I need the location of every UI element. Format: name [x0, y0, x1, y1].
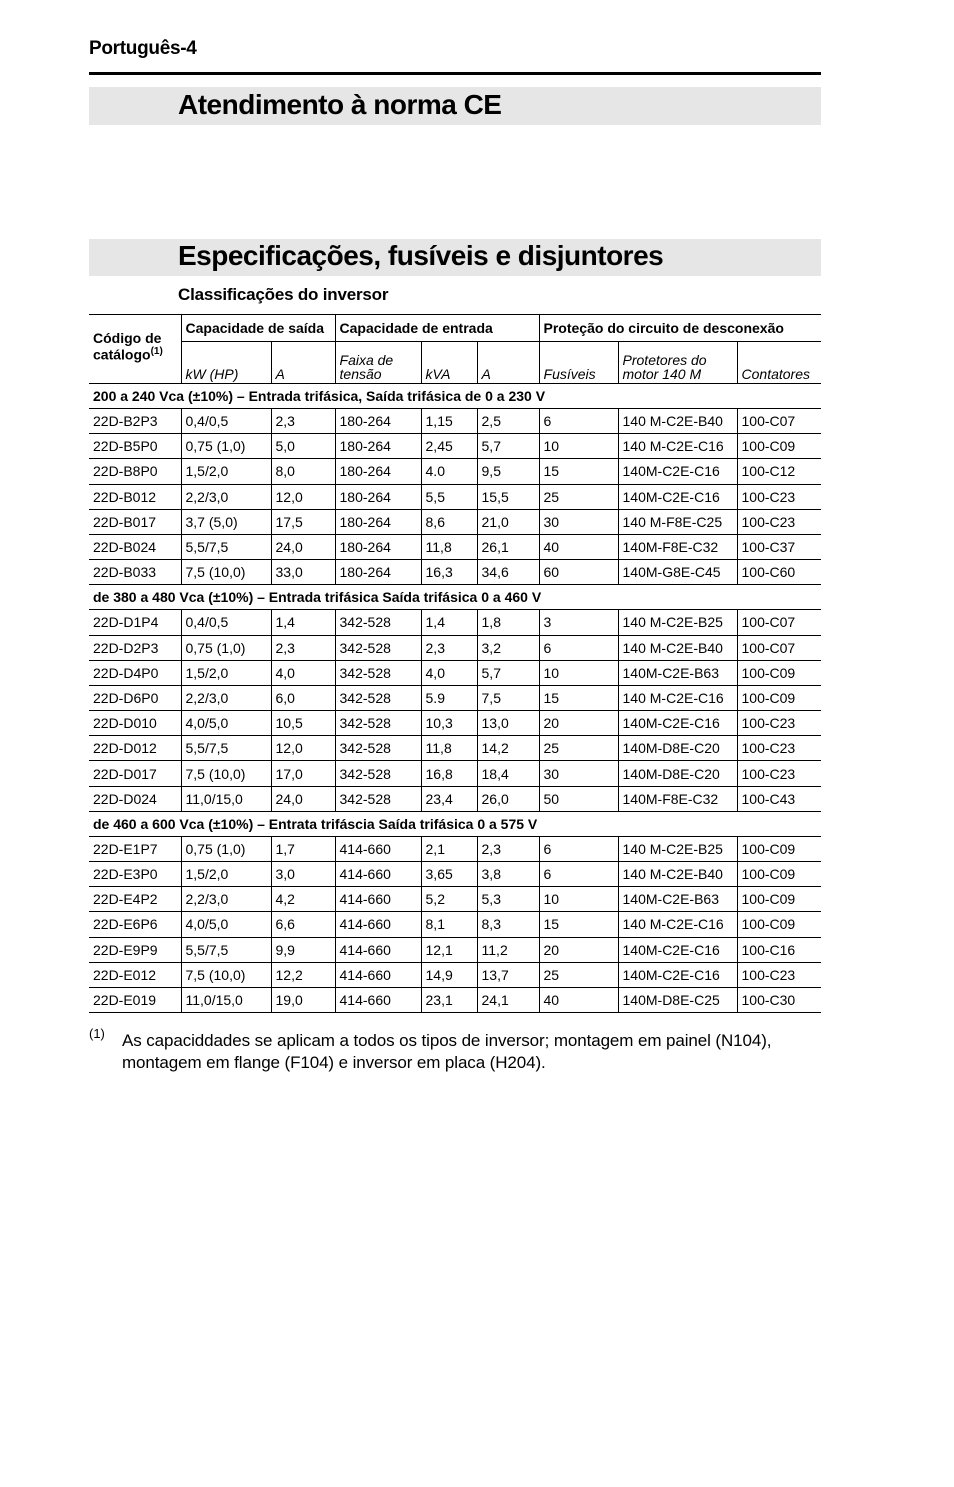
- table-cell: 140M-C2E-C16: [618, 459, 737, 484]
- table-cell: 100-C09: [737, 685, 821, 710]
- table-row: [89, 862, 821, 887]
- table-cell: 140M-D8E-C25: [618, 987, 737, 1012]
- contactors-header: Contatores: [741, 366, 810, 382]
- table-cell: 20: [539, 937, 618, 962]
- table-cell: 140M-D8E-C20: [618, 736, 737, 761]
- table-cell: 1,5/2,0: [181, 862, 271, 887]
- spec-section-title: Especificações, fusíveis e disjuntores: [178, 240, 664, 271]
- table-cell: 414-660: [335, 937, 421, 962]
- table-cell: 2,3: [421, 635, 477, 660]
- table-cell: 140M-F8E-C32: [618, 786, 737, 811]
- table-cell: 33,0: [271, 560, 335, 585]
- table-cell: 25: [539, 736, 618, 761]
- table-row: [89, 962, 821, 987]
- table-cell: 1,15: [421, 409, 477, 434]
- table-cell: 10: [539, 887, 618, 912]
- table-cell: 40: [539, 987, 618, 1012]
- table-cell: 22D-B012: [89, 484, 181, 509]
- table-row: [89, 685, 821, 710]
- table-cell: 100-C09: [737, 836, 821, 861]
- table-cell: 5,2: [421, 887, 477, 912]
- table-cell: 22D-B5P0: [89, 434, 181, 459]
- table-cell: 22D-D024: [89, 786, 181, 811]
- table-cell: 11,2: [477, 937, 539, 962]
- table-cell: 140 M-C2E-B40: [618, 862, 737, 887]
- table-cell: 3,2: [477, 635, 539, 660]
- table-row: [89, 509, 821, 534]
- table-cell: 11,8: [421, 534, 477, 559]
- table-cell: 1,5/2,0: [181, 459, 271, 484]
- table-cell: 2,3: [271, 635, 335, 660]
- table-cell: 23,4: [421, 786, 477, 811]
- table-cell: 180-264: [335, 560, 421, 585]
- table-cell: 8,3: [477, 912, 539, 937]
- table-cell: 12,0: [271, 484, 335, 509]
- table-cell: 140M-C2E-C16: [618, 711, 737, 736]
- table-cell: 342-528: [335, 761, 421, 786]
- table-cell: 2,5: [477, 409, 539, 434]
- table-cell: 16,3: [421, 560, 477, 585]
- table-cell: 14,2: [477, 736, 539, 761]
- table-cell: 22D-E4P2: [89, 887, 181, 912]
- table-cell: 0,4/0,5: [181, 610, 271, 635]
- table-cell: 15,5: [477, 484, 539, 509]
- table-cell: 22D-D010: [89, 711, 181, 736]
- kw-hp-header: kW (HP): [181, 342, 271, 384]
- table-cell: 0,75 (1,0): [181, 635, 271, 660]
- table-cell: 8,1: [421, 912, 477, 937]
- table-cell: 342-528: [335, 660, 421, 685]
- table-cell: 100-C07: [737, 409, 821, 434]
- table-cell: 5,5/7,5: [181, 534, 271, 559]
- table-cell: 19,0: [271, 987, 335, 1012]
- table-row: [89, 610, 821, 635]
- table-cell: 100-C07: [737, 635, 821, 660]
- table-cell: 16,8: [421, 761, 477, 786]
- table-cell: 10,5: [271, 711, 335, 736]
- table-cell: 22D-B033: [89, 560, 181, 585]
- table-cell: 0,75 (1,0): [181, 836, 271, 861]
- voltage-section-title: 200 a 240 Vca (±10%) – Entrada trifásica, Saída trifásica de 0 a 230 V: [89, 384, 821, 409]
- table-cell: 180-264: [335, 509, 421, 534]
- fuses-header: Fusíveis: [539, 342, 618, 384]
- table-cell: 100-C23: [737, 711, 821, 736]
- table-cell: 22D-E3P0: [89, 862, 181, 887]
- table-row: [89, 484, 821, 509]
- table-cell: 22D-B2P3: [89, 409, 181, 434]
- table-cell: 140M-C2E-B63: [618, 887, 737, 912]
- table-cell: 100-C43: [737, 786, 821, 811]
- table-cell: 4,0: [271, 660, 335, 685]
- table-row: [89, 534, 821, 559]
- table-cell: 22D-B017: [89, 509, 181, 534]
- voltage-section-title: de 380 a 480 Vca (±10%) – Entrada trifásica Saída trifásica 0 a 460 V: [89, 585, 821, 610]
- table-cell: 15: [539, 685, 618, 710]
- catalog-header: Código de catálogo$^{(1)}$: [89, 315, 181, 384]
- table-cell: 140M-C2E-B63: [618, 660, 737, 685]
- input-amps-header: A: [477, 342, 539, 384]
- header-row-groups: [89, 315, 821, 342]
- footnote-mark: (1): [89, 1026, 105, 1041]
- table-cell: 8,6: [421, 509, 477, 534]
- table-cell: 140 M-C2E-C16: [618, 685, 737, 710]
- table-cell: 342-528: [335, 786, 421, 811]
- table-cell: 342-528: [335, 610, 421, 635]
- table-row: [89, 434, 821, 459]
- table-cell: 4,2: [271, 887, 335, 912]
- table-cell: 14,9: [421, 962, 477, 987]
- table-cell: 12,2: [271, 962, 335, 987]
- table-body: [89, 384, 821, 1013]
- catalog-footnote-ref: (1): [150, 346, 163, 357]
- table-cell: 140M-C2E-C16: [618, 937, 737, 962]
- table-cell: 3,8: [477, 862, 539, 887]
- table-cell: 12,0: [271, 736, 335, 761]
- table-cell: 60: [539, 560, 618, 585]
- table-row: [89, 836, 821, 861]
- table-cell: 3,65: [421, 862, 477, 887]
- table-cell: 22D-D1P4: [89, 610, 181, 635]
- drive-ratings-table: [89, 314, 821, 1013]
- table-cell: 1,7: [271, 836, 335, 861]
- table-cell: 8,0: [271, 459, 335, 484]
- page-label: Português-4: [89, 38, 197, 59]
- table-cell: 100-C16: [737, 937, 821, 962]
- voltage-section-row: [89, 811, 821, 836]
- table-cell: 25: [539, 962, 618, 987]
- table-cell: 100-C23: [737, 962, 821, 987]
- table-cell: 2,2/3,0: [181, 685, 271, 710]
- table-cell: 140 M-C2E-B25: [618, 836, 737, 861]
- table-cell: 11,0/15,0: [181, 987, 271, 1012]
- table-cell: 26,0: [477, 786, 539, 811]
- table-cell: 180-264: [335, 434, 421, 459]
- table-cell: 140 M-C2E-C16: [618, 912, 737, 937]
- table-cell: 34,6: [477, 560, 539, 585]
- table-cell: 22D-E1P7: [89, 836, 181, 861]
- table-cell: 0,4/0,5: [181, 409, 271, 434]
- table-cell: 22D-D6P0: [89, 685, 181, 710]
- table-cell: 24,1: [477, 987, 539, 1012]
- table-cell: 24,0: [271, 786, 335, 811]
- table-cell: 6: [539, 409, 618, 434]
- voltage-section-row: [89, 585, 821, 610]
- table-cell: 100-C23: [737, 736, 821, 761]
- table-cell: 414-660: [335, 987, 421, 1012]
- table-cell: 3,7 (5,0): [181, 509, 271, 534]
- table-cell: 342-528: [335, 736, 421, 761]
- table-cell: 6,0: [271, 685, 335, 710]
- table-cell: 140 M-C2E-B40: [618, 409, 737, 434]
- table-cell: 140M-D8E-C20: [618, 761, 737, 786]
- table-cell: 140 M-C2E-B40: [618, 635, 737, 660]
- table-cell: 414-660: [335, 887, 421, 912]
- table-cell: 180-264: [335, 484, 421, 509]
- header-rule: [89, 72, 821, 75]
- table-cell: 2,3: [477, 836, 539, 861]
- table-cell: 17,0: [271, 761, 335, 786]
- table-cell: 17,5: [271, 509, 335, 534]
- table-cell: 100-C09: [737, 434, 821, 459]
- table-row: [89, 761, 821, 786]
- table-cell: 6,6: [271, 912, 335, 937]
- table-cell: 13,7: [477, 962, 539, 987]
- table-cell: 5,7: [477, 660, 539, 685]
- table-cell: 9,9: [271, 937, 335, 962]
- table-cell: 6: [539, 862, 618, 887]
- table-cell: 1,4: [421, 610, 477, 635]
- table-cell: 180-264: [335, 459, 421, 484]
- table-cell: 342-528: [335, 711, 421, 736]
- table-cell: 10: [539, 660, 618, 685]
- table-row: [89, 635, 821, 660]
- table-row: [89, 912, 821, 937]
- table-cell: 10,3: [421, 711, 477, 736]
- table-row: [89, 987, 821, 1012]
- table-cell: 414-660: [335, 912, 421, 937]
- table-row: [89, 459, 821, 484]
- table-cell: 140 M-C2E-B25: [618, 610, 737, 635]
- table-cell: 20: [539, 711, 618, 736]
- table-cell: 140 M-F8E-C25: [618, 509, 737, 534]
- table-cell: 7,5 (10,0): [181, 962, 271, 987]
- header-row-columns: [89, 342, 821, 384]
- table-cell: 3,0: [271, 862, 335, 887]
- table-cell: 5.9: [421, 685, 477, 710]
- table-row: [89, 937, 821, 962]
- table-cell: 100-C23: [737, 509, 821, 534]
- table-cell: 100-C37: [737, 534, 821, 559]
- table-cell: 4,0/5,0: [181, 912, 271, 937]
- table-cell: 30: [539, 761, 618, 786]
- table-subtitle: Classificações do inversor: [178, 285, 389, 304]
- table-cell: 100-C09: [737, 862, 821, 887]
- table-cell: 24,0: [271, 534, 335, 559]
- table-cell: 22D-D2P3: [89, 635, 181, 660]
- table-cell: 11,8: [421, 736, 477, 761]
- table-cell: 1,5/2,0: [181, 660, 271, 685]
- table-cell: 22D-E6P6: [89, 912, 181, 937]
- table-cell: 15: [539, 912, 618, 937]
- table-cell: 2,1: [421, 836, 477, 861]
- table-row: [89, 409, 821, 434]
- table-cell: 7,5: [477, 685, 539, 710]
- table-cell: 2,3: [271, 409, 335, 434]
- motor-protectors-header: Protetores do motor 140 M: [618, 342, 737, 384]
- protection-group-header: Proteção do circuito de desconexão: [539, 315, 821, 342]
- table-cell: 3: [539, 610, 618, 635]
- table-cell: 100-C23: [737, 484, 821, 509]
- table-cell: 5,0: [271, 434, 335, 459]
- table-cell: 2,2/3,0: [181, 887, 271, 912]
- table-cell: 6: [539, 635, 618, 660]
- table-cell: 22D-B8P0: [89, 459, 181, 484]
- table-cell: 100-C09: [737, 912, 821, 937]
- table-cell: 140M-F8E-C32: [618, 534, 737, 559]
- table-cell: 100-C23: [737, 761, 821, 786]
- table-cell: 7,5 (10,0): [181, 761, 271, 786]
- table-cell: 26,1: [477, 534, 539, 559]
- voltage-section-title: de 460 a 600 Vca (±10%) – Entrata trifáscia Saída trifásica 0 a 575 V: [89, 811, 821, 836]
- table-cell: 18,4: [477, 761, 539, 786]
- table-cell: 2,45: [421, 434, 477, 459]
- table-cell: 10: [539, 434, 618, 459]
- table-cell: 4,0: [421, 660, 477, 685]
- table-cell: 6: [539, 836, 618, 861]
- table-cell: 342-528: [335, 685, 421, 710]
- table-cell: 15: [539, 459, 618, 484]
- table-cell: 5,5/7,5: [181, 937, 271, 962]
- table-cell: 11,0/15,0: [181, 786, 271, 811]
- table-cell: 13,0: [477, 711, 539, 736]
- footnote-text: As capaciddades se aplicam a todos os tipos de inversor; montagem em painel (N104), montagem em flange (F104) e inversor em placa (H204).: [122, 1031, 772, 1072]
- table-row: [89, 887, 821, 912]
- table-cell: 22D-E019: [89, 987, 181, 1012]
- table-cell: 140M-C2E-C16: [618, 484, 737, 509]
- table-cell: 7,5 (10,0): [181, 560, 271, 585]
- table-row: [89, 786, 821, 811]
- table-cell: 5,3: [477, 887, 539, 912]
- table-cell: 2,2/3,0: [181, 484, 271, 509]
- table-cell: 0,75 (1,0): [181, 434, 271, 459]
- input-group-header: Capacidade de entrada: [335, 315, 539, 342]
- table-cell: 4.0: [421, 459, 477, 484]
- kva-header: kVA: [421, 342, 477, 384]
- table-row: [89, 560, 821, 585]
- table-row: [89, 660, 821, 685]
- ce-section-title: Atendimento à norma CE: [178, 89, 502, 120]
- table-cell: 40: [539, 534, 618, 559]
- table-cell: 180-264: [335, 409, 421, 434]
- table-cell: 100-C60: [737, 560, 821, 585]
- table-cell: 23,1: [421, 987, 477, 1012]
- table-cell: 5,5: [421, 484, 477, 509]
- table-cell: 100-C12: [737, 459, 821, 484]
- table-cell: 140 M-C2E-C16: [618, 434, 737, 459]
- table-cell: 9,5: [477, 459, 539, 484]
- output-amps-header: A: [271, 342, 335, 384]
- table-cell: 22D-E012: [89, 962, 181, 987]
- table-row: [89, 711, 821, 736]
- table-row: [89, 736, 821, 761]
- table-cell: 50: [539, 786, 618, 811]
- table-cell: 414-660: [335, 862, 421, 887]
- table-cell: 140M-C2E-C16: [618, 962, 737, 987]
- table-cell: 1,8: [477, 610, 539, 635]
- table-cell: 1,4: [271, 610, 335, 635]
- table-cell: 25: [539, 484, 618, 509]
- voltage-range-header: Faixa de tensão: [335, 342, 421, 384]
- table-cell: 100-C07: [737, 610, 821, 635]
- table-cell: 22D-D017: [89, 761, 181, 786]
- table-cell: 21,0: [477, 509, 539, 534]
- voltage-section-row: [89, 384, 821, 409]
- table-cell: 5,7: [477, 434, 539, 459]
- table-cell: 414-660: [335, 962, 421, 987]
- table-cell: 100-C30: [737, 987, 821, 1012]
- table-cell: 22D-D4P0: [89, 660, 181, 685]
- table-cell: 342-528: [335, 635, 421, 660]
- table-cell: 4,0/5,0: [181, 711, 271, 736]
- table-cell: 5,5/7,5: [181, 736, 271, 761]
- output-group-header: Capacidade de saída: [181, 315, 335, 342]
- table-cell: 180-264: [335, 534, 421, 559]
- spec-section-bar: [89, 239, 821, 276]
- table-cell: 414-660: [335, 836, 421, 861]
- table-cell: 100-C09: [737, 887, 821, 912]
- table-cell: 12,1: [421, 937, 477, 962]
- table-cell: 100-C09: [737, 660, 821, 685]
- ce-section-bar: [89, 87, 821, 125]
- table-cell: 22D-E9P9: [89, 937, 181, 962]
- table-cell: 22D-B024: [89, 534, 181, 559]
- table-cell: 140M-G8E-C45: [618, 560, 737, 585]
- table-cell: 22D-D012: [89, 736, 181, 761]
- table-cell: 30: [539, 509, 618, 534]
